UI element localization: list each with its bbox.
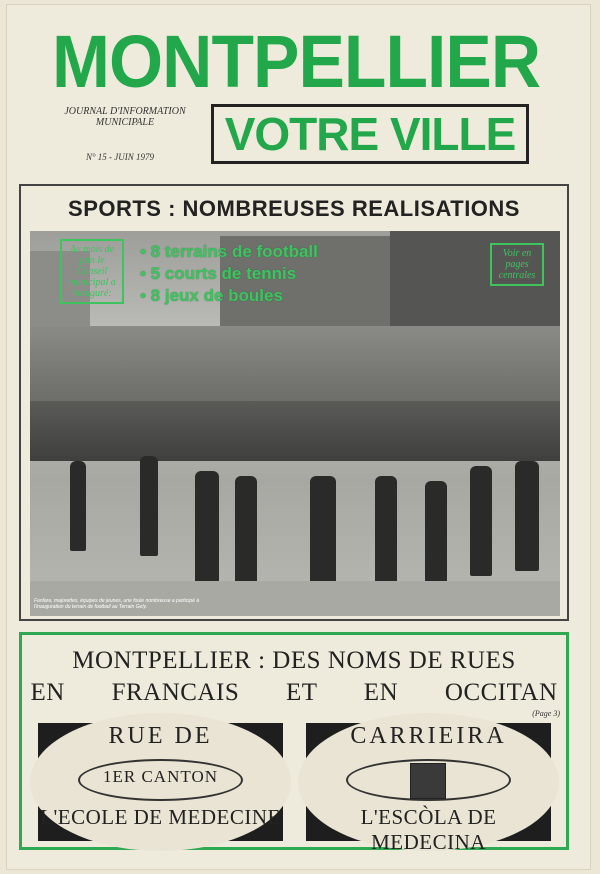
masthead-title: MONTPELLIER (52, 20, 541, 103)
stadium-photo (30, 231, 560, 616)
note-left: Au mois de juin le Conseil municipal a inauguré: (60, 239, 124, 304)
plaque-french (38, 723, 283, 841)
streets-section (19, 632, 569, 854)
note-right: Voir en pages centrales (490, 243, 544, 286)
person (470, 466, 492, 576)
plaque-occitan (306, 723, 551, 854)
crest-icon (410, 763, 446, 799)
person (140, 456, 158, 556)
bullet-tennis: • 5 courts de tennis (140, 264, 297, 283)
person (515, 461, 539, 571)
bullet-boules: • 8 jeux de boules (140, 286, 283, 305)
person (375, 476, 397, 586)
person (425, 481, 447, 591)
person (235, 476, 257, 596)
masthead-subtitle: VOTRE VILLE (211, 104, 529, 164)
bullet-football: • 8 terrains de football (140, 242, 318, 261)
plaque-fr-bottom: L'ECOLE DE MEDECINE (40, 805, 281, 829)
plaque-oc-top: CARRIEIRA (350, 723, 507, 749)
plaque-oc-bottom: L'ESCÒLA DE MEDECINA (360, 805, 497, 854)
crowd-far (30, 326, 560, 406)
sports-headline: SPORTS : NOMBREUSES REALISATIONS (68, 196, 520, 221)
sports-section (19, 184, 569, 621)
page-reference: (Page 3) (532, 709, 560, 718)
plaque-fr-middle: 1ER CANTON (103, 767, 218, 786)
issue-number: N° 15 - JUIN 1979 (85, 152, 155, 162)
person (70, 461, 86, 551)
journal-label: JOURNAL D'INFORMATION MUNICIPALE (64, 106, 186, 128)
crowd-mid (30, 401, 560, 461)
newspaper-page (6, 4, 591, 870)
photo-caption: Fanfare, majorettes, équipes de jeunes, une foule nombreuse a participé à l'inauguration du terrain de football au Terrain Gely. (34, 598, 200, 610)
streets-headline-1: MONTPELLIER : DES NOMS DE RUES (72, 647, 516, 674)
streets-headline-2: EN FRANCAIS ET EN OCCITAN (30, 679, 558, 706)
plaque-fr-top: RUE DE (108, 723, 213, 749)
